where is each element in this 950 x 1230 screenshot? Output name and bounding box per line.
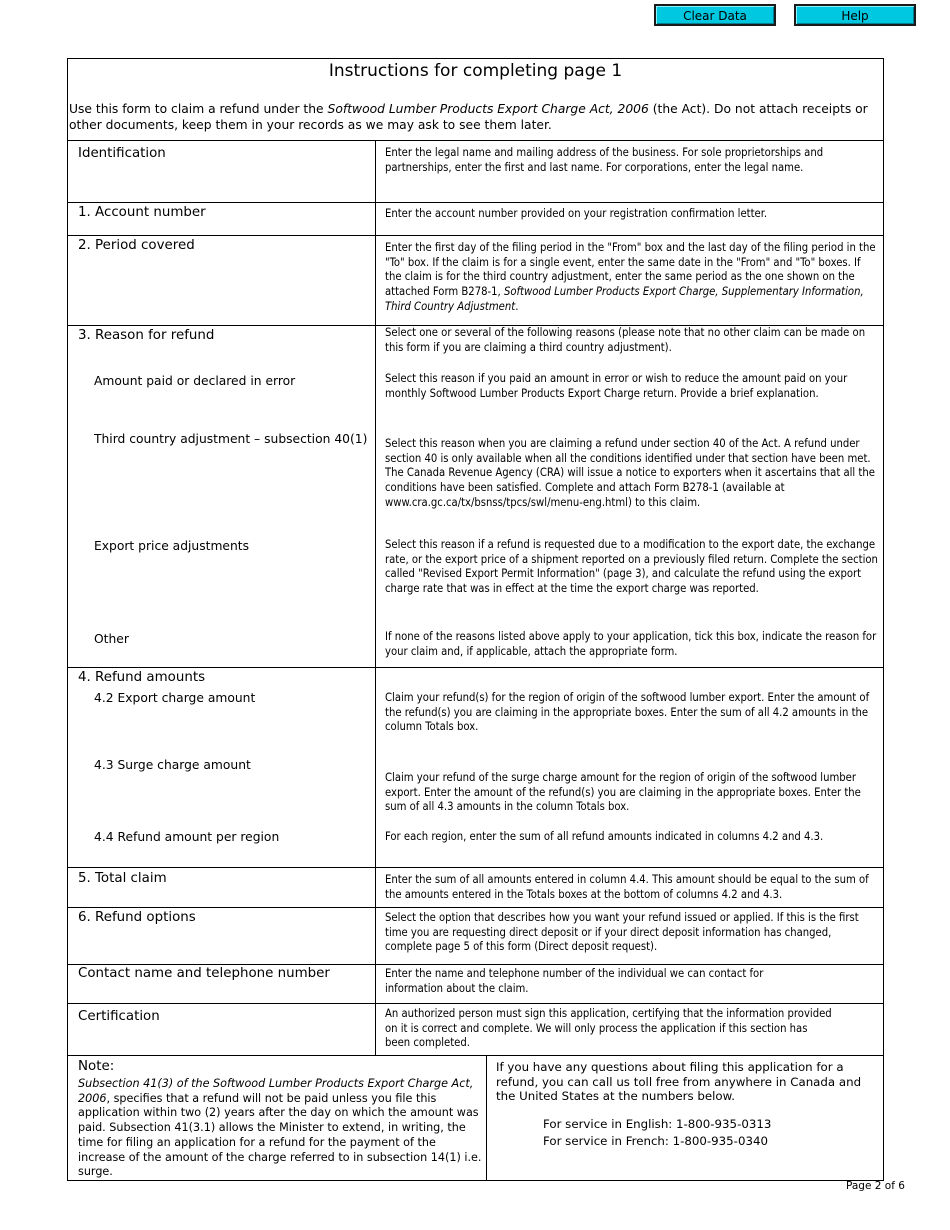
row-divider (68, 140, 883, 141)
reason-for-refund-text: Select one or several of the following reasons (please note that no other claim can be made on this form if you are claiming a third country adjustment). (385, 326, 866, 354)
contact-text: Enter the name and telephone number of the individual we can contact for information about the claim. (385, 967, 764, 995)
reason-error-text: Select this reason if you paid an amount in error or wish to reduce the amount paid on your monthly Softwood Lumber Products Export Charge return. Provide a brief explanation. (385, 372, 848, 400)
export-charge-amount-label: 4.2 Export charge amount (94, 691, 256, 705)
refund-per-region-text: For each region, enter the sum of all refund amounts indicated in columns 4.2 and 4.3. (385, 830, 824, 843)
total-claim-label: 5. Total claim (78, 871, 167, 886)
reason-export-price-label: Export price adjustments (94, 539, 250, 553)
surge-charge-amount-text: Claim your refund of the surge charge amount for the region of origin of the softwood lumber export. Enter the amount of the refund(s) you are claiming in the appropriate boxes. Enter the sum of all 4.3 amounts in the column Totals box. (385, 771, 861, 814)
french-service-phone: For service in French: 1-800-935-0340 (543, 1134, 768, 1148)
intro-paragraph: Use this form to claim a refund under the Softwood Lumber Products Export Charge Act, 2006 (the Act). Do not attach receipts or other documents, keep them in your records as we may ask to see them later. (69, 102, 868, 132)
identification-text: Enter the legal name and mailing address of the business. For sole proprietorships and partnerships, enter the first and last name. For corporations, enter the legal name. (385, 146, 824, 174)
identification-label: Identification (78, 146, 166, 161)
row-divider (68, 235, 883, 236)
account-number-label: 1. Account number (78, 205, 206, 220)
reason-other-label: Other (94, 632, 129, 646)
account-number-text: Enter the account number provided on your registration confirmation letter. (385, 207, 768, 220)
row-divider (68, 202, 883, 203)
surge-charge-amount-label: 4.3 Surge charge amount (94, 758, 251, 772)
english-service-phone: For service in English: 1-800-935-0313 (543, 1117, 772, 1131)
reason-error-label: Amount paid or declared in error (94, 374, 296, 388)
row-divider (68, 867, 883, 868)
certification-label: Certification (78, 1009, 160, 1024)
period-covered-label: 2. Period covered (78, 238, 195, 253)
reason-third-country-text: Select this reason when you are claiming a refund under section 40 of the Act. A refund under section 40 is only available when all the conditions identified under that section have been met. The Canada Revenue Agency (CRA) will issue a notice to exporters when it ascertains that all the conditions have been satisfied. Complete and attach Form B278-1 (available at www.cra.gc.ca/tx/bsnss/tpcs/swl/menu-eng.html) to this claim. (385, 437, 875, 509)
reason-export-price-text: Select this reason if a refund is requested due to a modification to the export date, the exchange rate, or the export price of a shipment reported on a previously filed return. Complete the section called "Revised Export Permit Information" (page 3), and calculate the refund using the export charge rate that was in effect at the time the export charge was reported. (385, 538, 878, 596)
clear-data-button[interactable]: Clear Data (654, 4, 776, 26)
certification-text: An authorized person must sign this application, certifying that the information provided on it is correct and complete. We will only process the application if this section has been completed. (385, 1007, 832, 1050)
refund-per-region-label: 4.4 Refund amount per region (94, 830, 280, 844)
period-covered-text: Enter the first day of the filing period in the "From" box and the last day of the filing period in the "To" box. If the claim is for a single event, enter the same date in the "From" and "To" boxes. If the claim is for the third country adjustment, enter the same period as the one shown on the attached Form B278-1, Softwood Lumber Products Export Charge, Supplementary Information, Third Country Adjustment. (385, 241, 876, 313)
page-title: Instructions for completing page 1 (328, 61, 623, 81)
reason-third-country-label: Third country adjustment – subsection 40(1) (94, 432, 368, 446)
page-number: Page 2 of 6 (846, 1180, 905, 1192)
note-text: Subsection 41(3) of the Softwood Lumber Products Export Charge Act, 2006, specifies that a refund will not be paid unless you file this application within two (2) years after the day on which the amount was paid. Subsection 41(3.1) allows the Minister to extend, in writing, the time for filing an application for a refund for the payment of the increase of the amount of the charge referred to in subsection 14(1) i.e. surge. (78, 1077, 482, 1179)
row-divider (68, 667, 883, 668)
column-divider (375, 140, 376, 1055)
help-button[interactable]: Help (794, 4, 916, 26)
contact-label: Contact name and telephone number (78, 966, 330, 981)
contact-info-text: If you have any questions about filing this application for a refund, you can call us toll free from anywhere in Canada and the United States at the numbers below. (496, 1060, 862, 1104)
export-charge-amount-text: Claim your refund(s) for the region of origin of the softwood lumber export. Enter the amount of the refund(s) you are claiming in the appropriate boxes. Enter the sum of all 4.2 amounts in the column Totals box. (385, 691, 870, 734)
row-divider (68, 1003, 883, 1004)
note-heading: Note: (78, 1059, 115, 1074)
row-divider (68, 1055, 883, 1056)
row-divider (68, 907, 883, 908)
reason-for-refund-label: 3. Reason for refund (78, 328, 215, 343)
total-claim-text: Enter the sum of all amounts entered in column 4.4. This amount should be equal to the sum of the amounts entered in the Totals boxes at the bottom of columns 4.2 and 4.3. (385, 873, 869, 901)
reason-other-text: If none of the reasons listed above apply to your application, tick this box, indicate the reason for your claim and, if applicable, attach the appropriate form. (385, 630, 877, 658)
refund-options-label: 6. Refund options (78, 910, 196, 925)
refund-amounts-label: 4. Refund amounts (78, 670, 206, 685)
refund-options-text: Select the option that describes how you want your refund issued or applied. If this is the first time you are requesting direct deposit or if your direct deposit information has changed, complete page 5 of this form (Direct deposit request). (385, 911, 859, 954)
column-divider (486, 1055, 487, 1180)
instructions-frame (67, 58, 884, 1181)
